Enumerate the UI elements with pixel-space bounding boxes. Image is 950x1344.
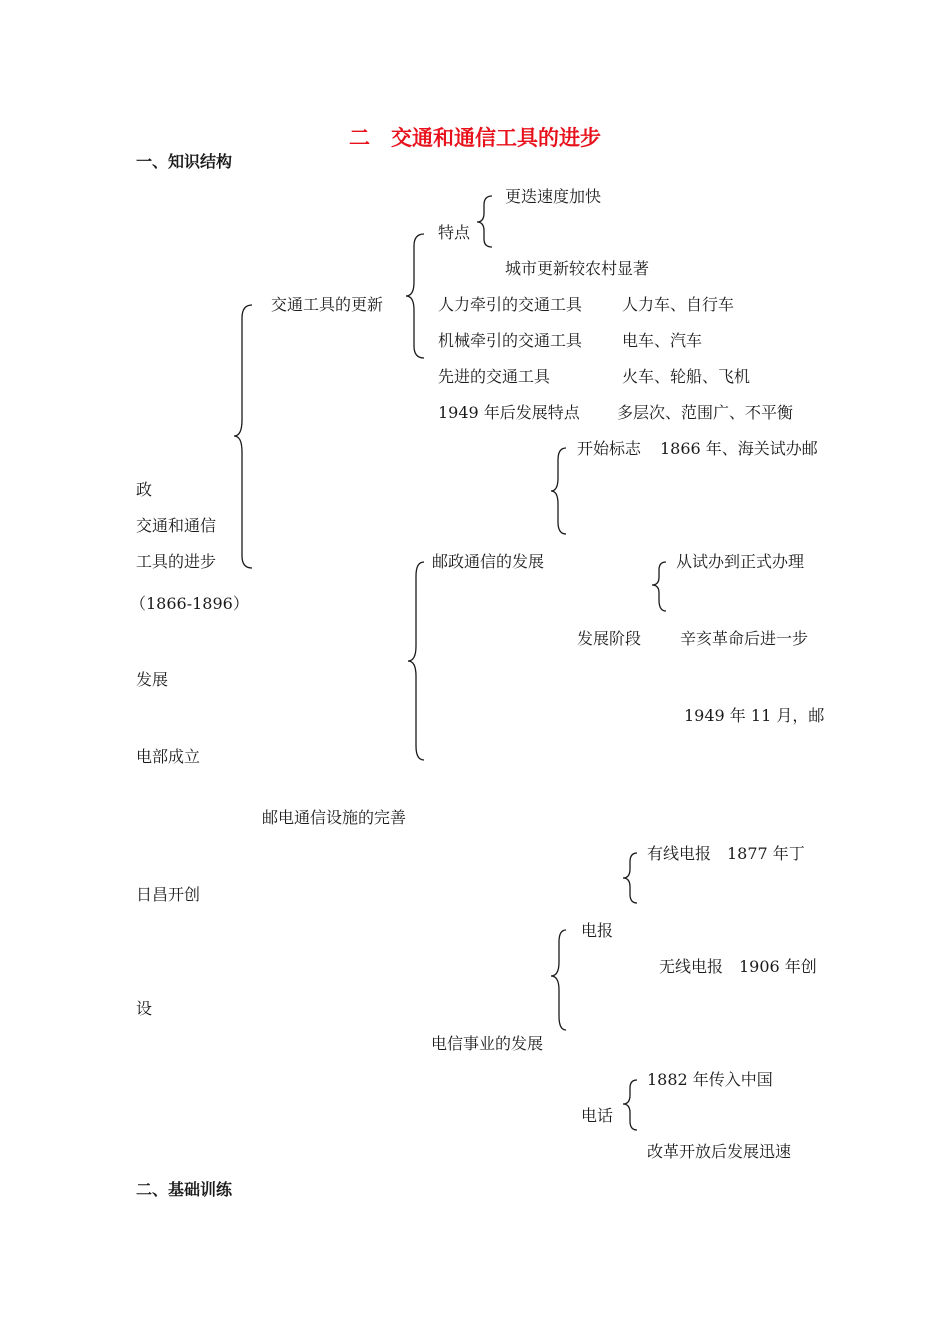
fragment-fazhan: 发展 [136,670,169,689]
section-heading-structure: 一、知识结构 [136,152,233,171]
telecom-development-label: 电信事业的发展 [431,1034,544,1053]
brace-transport [406,234,424,358]
page-title: 二 交通和通信工具的进步 [349,125,601,150]
postal-stage1: 从试办到正式办理 [676,552,805,571]
fragment-dianbu: 电部成立 [136,747,201,766]
brace-features [477,196,492,247]
root-label-years: （1866-1896） [130,594,249,613]
wired-telegraph: 有线电报 1877 年丁 [647,844,805,863]
brace-postal-start [551,448,566,534]
section-heading-training: 二、基础训练 [136,1180,233,1199]
postal-development-label: 邮政通信的发展 [432,552,545,571]
brace-postal-stage1 [652,562,666,611]
postal-stages-label: 发展阶段 [577,629,642,648]
root-label-line1: 政 [136,480,153,499]
root-label-line3: 工具的进步 [136,552,217,571]
root-label-line2: 交通和通信 [136,516,217,535]
postal-start-value: 1866 年、海关试办邮 [660,439,818,458]
transport-row4-value: 多层次、范围广、不平衡 [617,403,794,422]
telegraph-label: 电报 [581,921,614,940]
phone-item2: 改革开放后发展迅速 [647,1142,792,1161]
transport-row3-name: 先进的交通工具 [438,367,551,386]
transport-row3-value: 火车、轮船、飞机 [622,367,751,386]
feature-city: 城市更新较农村显著 [505,259,650,278]
wireless-telegraph: 无线电报 1906 年创 [659,957,817,976]
brace-postal [408,562,424,760]
transport-update-label: 交通工具的更新 [271,295,384,314]
fragment-richang: 日昌开创 [136,885,201,904]
postal-stage3: 1949 年 11 月，邮 [684,706,825,725]
features-label: 特点 [438,223,471,242]
postal-stage2: 辛亥革命后进一步 [680,629,809,648]
phone-label: 电话 [581,1106,614,1125]
postal-start-label: 开始标志 [577,439,642,458]
phone-item1: 1882 年传入中国 [647,1070,773,1089]
postal-facility-label: 邮电通信设施的完善 [262,808,407,827]
brace-phone [623,1080,637,1130]
transport-row2-name: 机械牵引的交通工具 [438,331,583,350]
brace-telegraph [551,930,566,1030]
transport-row1-name: 人力牵引的交通工具 [438,295,583,314]
feature-speed: 更迭速度加快 [505,187,602,206]
transport-row4-name: 1949 年后发展特点 [438,403,580,422]
fragment-she: 设 [136,999,153,1018]
transport-row1-value: 人力车、自行车 [622,295,735,314]
brace-wired [623,853,637,903]
brace-root [234,305,252,568]
transport-row2-value: 电车、汽车 [622,331,703,350]
